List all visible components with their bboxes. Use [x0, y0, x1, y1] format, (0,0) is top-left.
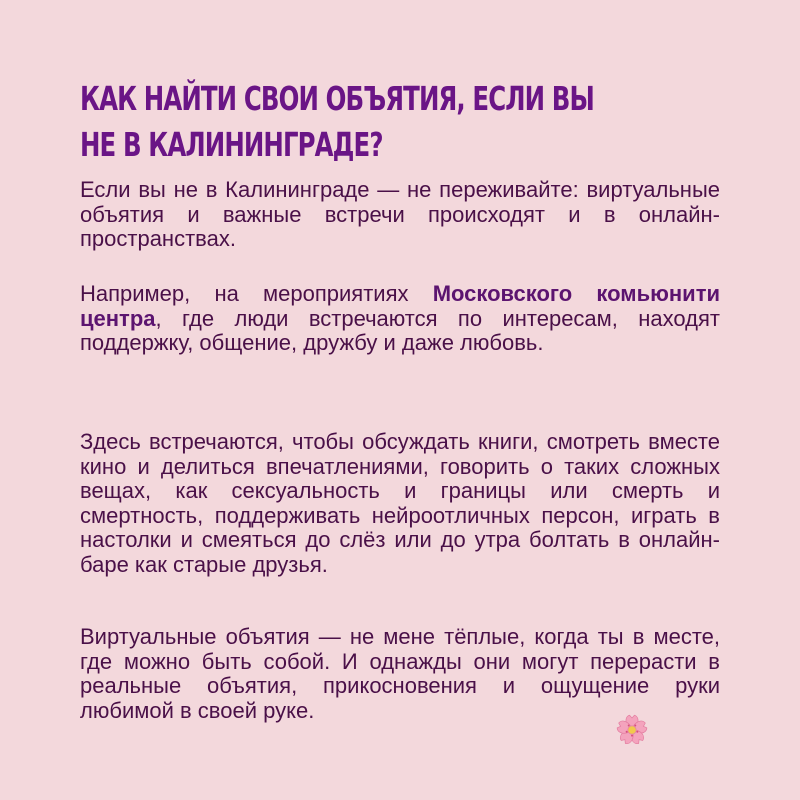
flower-stamen — [628, 724, 630, 726]
paragraph-activities: Здесь встречаются, чтобы обсуждать книги, смотреть вместе кино и делиться впечатлениями, говорить о таких сложных вещах, как сексуальность и границы или смерть и смертность, поддерживать нейроотличных персон, играть в настолки и смеяться до слёз или до утра болтать в онлайн-баре как старые друзья. — [80, 429, 720, 577]
flower-stamen — [634, 724, 636, 726]
community-center-name: Московского комьюнити центра — [80, 281, 720, 331]
paragraph-example-lead: Например, на мероприятиях — [80, 281, 433, 306]
paragraph-example-rest: , где люди встречаются по интересам, находят поддержку, общение, дружбу и даже любовь. — [80, 305, 720, 355]
flower-center — [628, 726, 636, 734]
title-line-2: НЕ В КАЛИНИНГРАДЕ? — [80, 125, 383, 164]
sakura-flower-icon — [614, 712, 650, 748]
flower-stamen — [636, 731, 638, 733]
title-line-1: КАК НАЙТИ СВОИ ОБЪЯТИЯ, ЕСЛИ ВЫ — [80, 79, 594, 118]
flower-stamen — [631, 735, 633, 737]
paragraph-intro: Если вы не в Калининграде — не переживайте: виртуальные объятия и важные встречи происходят и в онлайн-пространствах. — [80, 177, 720, 251]
page-title — [80, 76, 720, 168]
paragraph-example — [80, 282, 720, 356]
paragraph-conclusion: Виртуальные объятия — не мене тёплые, когда ты в месте, где можно быть собой. И однажды они могут перерасти в реальные объятия, прикосновения и ощущение руки любимой в своей руке. — [80, 624, 720, 723]
flower-stamen — [626, 731, 628, 733]
